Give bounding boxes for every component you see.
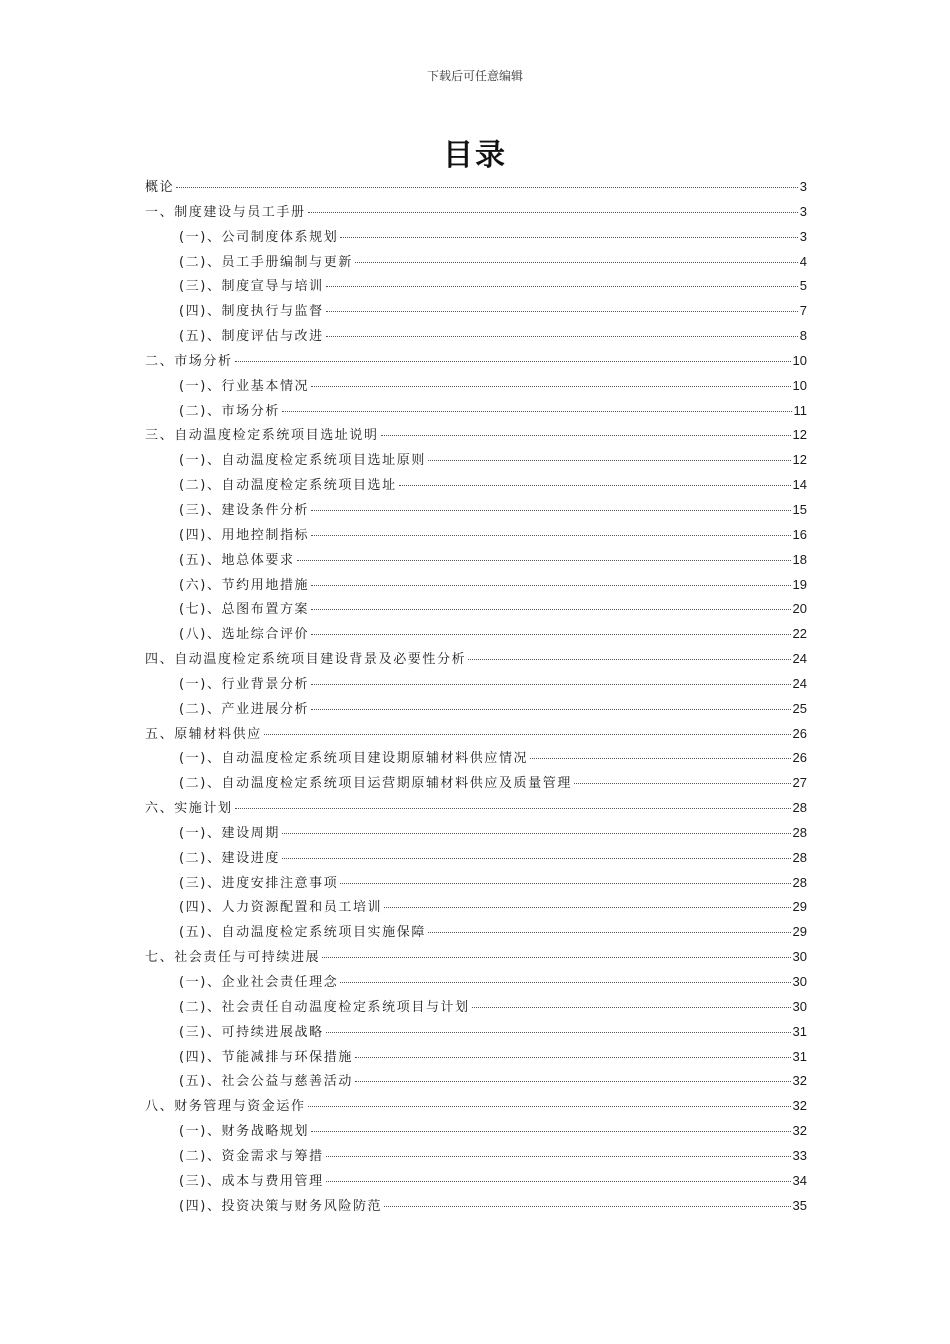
toc-entry-label: 六、实施计划 xyxy=(145,801,233,817)
toc-entry[interactable] xyxy=(145,374,807,399)
toc-entry-label: (二)、建设进度 xyxy=(179,850,280,866)
toc-entry-label: (二)、资金需求与筹措 xyxy=(179,1148,324,1164)
toc-entry-page-number: 3 xyxy=(799,179,807,194)
toc-entry-label: (四)、人力资源配置和员工培训 xyxy=(179,900,383,916)
toc-entry-label: (五)、制度评估与改进 xyxy=(179,329,324,345)
toc-leader-dots xyxy=(381,425,791,436)
toc-entry[interactable] xyxy=(145,200,807,225)
toc-entry[interactable] xyxy=(145,225,807,250)
toc-entry[interactable] xyxy=(145,597,807,622)
toc-entry-page-number: 32 xyxy=(792,1073,807,1089)
toc-entry-label: 概论 xyxy=(145,180,175,195)
toc-entry[interactable] xyxy=(145,672,807,697)
toc-entry-page-number: 8 xyxy=(799,328,807,344)
toc-entry[interactable] xyxy=(145,399,807,424)
toc-entry[interactable] xyxy=(145,1069,807,1094)
toc-entry[interactable] xyxy=(145,920,807,945)
toc-entry-page-number: 4 xyxy=(799,253,807,269)
toc-entry[interactable] xyxy=(145,970,807,995)
toc-entry[interactable] xyxy=(145,622,807,647)
toc-entry[interactable] xyxy=(145,1045,807,1070)
toc-entry-label: (八)、选址综合评价 xyxy=(179,627,310,643)
toc-leader-dots xyxy=(311,699,790,710)
toc-leader-dots xyxy=(297,550,791,561)
toc-entry[interactable] xyxy=(145,423,807,448)
toc-entry-page-number: 28 xyxy=(792,874,807,890)
toc-entry-label: (三)、成本与费用管理 xyxy=(179,1173,324,1189)
toc-entry-label: (二)、产业进展分析 xyxy=(179,701,310,717)
toc-entry[interactable] xyxy=(145,175,807,200)
toc-leader-dots xyxy=(322,947,790,958)
toc-leader-dots xyxy=(326,276,798,287)
toc-entry[interactable] xyxy=(145,1020,807,1045)
toc-entry-page-number: 5 xyxy=(799,278,807,294)
page-title: 目录 xyxy=(443,138,507,173)
toc-entry-label: (一)、自动温度检定系统项目建设期原辅材料供应情况 xyxy=(179,751,529,767)
toc-entry-label: (五)、地总体要求 xyxy=(179,552,295,568)
toc-entry[interactable] xyxy=(145,299,807,324)
toc-entry[interactable] xyxy=(145,796,807,821)
toc-leader-dots xyxy=(326,1022,791,1033)
toc-entry-label: 五、原辅材料供应 xyxy=(145,726,262,742)
toc-entry-page-number: 30 xyxy=(792,949,807,965)
toc-entry-label: (一)、企业社会责任理念 xyxy=(179,975,339,990)
toc-entry-label: (一)、行业基本情况 xyxy=(179,378,310,394)
toc-leader-dots xyxy=(326,301,798,312)
toc-entry-label: (二)、员工手册编制与更新 xyxy=(179,254,353,270)
toc-entry-label: (七)、总图布置方案 xyxy=(179,602,310,618)
toc-leader-dots xyxy=(428,450,791,461)
toc-leader-dots xyxy=(468,649,790,660)
toc-entry-label: (四)、制度执行与监督 xyxy=(179,304,324,320)
header-note: 下载后可任意编辑 xyxy=(426,69,523,83)
toc-entry[interactable] xyxy=(145,250,807,275)
toc-entry-page-number: 26 xyxy=(792,750,807,766)
toc-entry-label: (二)、社会责任自动温度检定系统项目与计划 xyxy=(179,999,470,1015)
toc-leader-dots xyxy=(176,177,798,188)
toc-entry-page-number: 27 xyxy=(792,775,807,791)
toc-entry-page-number: 30 xyxy=(792,998,807,1014)
toc-leader-dots xyxy=(384,1196,790,1207)
toc-leader-dots xyxy=(428,922,791,933)
toc-entry[interactable] xyxy=(145,1144,807,1169)
toc-entry-label: 四、自动温度检定系统项目建设背景及必要性分析 xyxy=(145,652,467,668)
toc-entry[interactable] xyxy=(145,722,807,747)
toc-entry[interactable] xyxy=(145,448,807,473)
toc-entry-label: (三)、进度安排注意事项 xyxy=(179,875,339,891)
toc-entry[interactable] xyxy=(145,1169,807,1194)
toc-entry[interactable] xyxy=(145,895,807,920)
toc-entry[interactable] xyxy=(145,523,807,548)
table-of-contents xyxy=(145,175,807,1218)
toc-entry-label: 一、制度建设与员工手册 xyxy=(145,204,306,220)
toc-leader-dots xyxy=(311,525,790,536)
toc-entry-label: (四)、节能减排与环保措施 xyxy=(179,1049,353,1065)
toc-leader-dots xyxy=(574,773,791,784)
toc-entry-label: (五)、自动温度检定系统项目实施保障 xyxy=(179,925,426,941)
toc-entry-page-number: 32 xyxy=(792,1098,807,1114)
toc-entry-page-number: 25 xyxy=(792,700,807,716)
toc-entry-page-number: 26 xyxy=(792,725,807,741)
toc-entry[interactable] xyxy=(145,573,807,598)
toc-entry[interactable] xyxy=(145,473,807,498)
toc-entry[interactable] xyxy=(145,274,807,299)
toc-entry[interactable] xyxy=(145,871,807,896)
toc-leader-dots xyxy=(282,823,791,834)
toc-leader-dots xyxy=(340,227,797,238)
toc-leader-dots xyxy=(311,575,790,586)
toc-entry-label: (三)、可持续进展战略 xyxy=(179,1024,324,1040)
toc-leader-dots xyxy=(399,475,791,486)
toc-entry-page-number: 28 xyxy=(792,849,807,865)
toc-entry[interactable] xyxy=(145,548,807,573)
toc-entry-label: (一)、行业背景分析 xyxy=(179,676,310,692)
toc-leader-dots xyxy=(311,674,790,685)
toc-entry-label: (三)、建设条件分析 xyxy=(179,502,310,518)
toc-entry-label: (二)、市场分析 xyxy=(179,403,280,419)
toc-entry-label: 七、社会责任与可持续进展 xyxy=(145,950,321,966)
toc-leader-dots xyxy=(282,848,791,859)
toc-leader-dots xyxy=(355,252,798,263)
toc-entry-page-number: 31 xyxy=(792,1048,807,1064)
toc-leader-dots xyxy=(530,748,790,759)
toc-entry[interactable] xyxy=(145,498,807,523)
toc-entry-page-number: 30 xyxy=(792,974,807,989)
toc-entry-label: (一)、建设周期 xyxy=(179,825,280,841)
toc-entry[interactable] xyxy=(145,1194,807,1219)
toc-entry-label: (一)、自动温度检定系统项目选址原则 xyxy=(179,453,426,469)
toc-entry-label: 三、自动温度检定系统项目选址说明 xyxy=(145,428,379,444)
toc-entry-page-number: 24 xyxy=(792,675,807,691)
toc-entry[interactable] xyxy=(145,697,807,722)
toc-entry[interactable] xyxy=(145,746,807,771)
toc-leader-dots xyxy=(311,376,790,387)
toc-entry-label: (六)、节约用地措施 xyxy=(179,577,310,593)
toc-entry-label: (二)、自动温度检定系统项目选址 xyxy=(179,478,397,494)
toc-entry-page-number: 16 xyxy=(792,526,807,542)
toc-entry-page-number: 10 xyxy=(792,377,807,393)
toc-leader-dots xyxy=(308,202,798,213)
toc-leader-dots xyxy=(264,724,791,735)
toc-entry-page-number: 19 xyxy=(792,576,807,592)
toc-leader-dots xyxy=(384,897,790,908)
toc-entry-page-number: 29 xyxy=(792,924,807,940)
toc-entry-page-number: 12 xyxy=(792,452,807,468)
toc-entry-label: (四)、用地控制指标 xyxy=(179,527,310,543)
toc-leader-dots xyxy=(311,1121,790,1132)
toc-leader-dots xyxy=(355,1047,791,1058)
toc-entry-page-number: 22 xyxy=(792,626,807,642)
toc-entry[interactable] xyxy=(145,771,807,796)
toc-entry-page-number: 18 xyxy=(792,551,807,567)
toc-entry-label: (二)、自动温度检定系统项目运营期原辅材料供应及质量管理 xyxy=(179,776,572,792)
toc-entry-label: (一)、财务战略规划 xyxy=(179,1124,310,1140)
toc-leader-dots xyxy=(326,1146,791,1157)
toc-entry[interactable] xyxy=(145,846,807,871)
toc-entry-page-number: 35 xyxy=(792,1197,807,1213)
toc-entry[interactable] xyxy=(145,349,807,374)
toc-entry-page-number: 12 xyxy=(792,427,807,443)
toc-entry-label: 八、财务管理与资金运作 xyxy=(145,1099,306,1115)
toc-entry-label: 二、市场分析 xyxy=(145,353,233,369)
toc-entry[interactable] xyxy=(145,324,807,349)
toc-entry-page-number: 10 xyxy=(792,352,807,368)
toc-entry-label: (五)、社会公益与慈善活动 xyxy=(179,1074,353,1090)
toc-leader-dots xyxy=(340,873,790,884)
toc-entry-page-number: 3 xyxy=(799,228,807,244)
toc-entry-page-number: 11 xyxy=(793,402,807,418)
toc-entry[interactable] xyxy=(145,1119,807,1144)
toc-entry-page-number: 28 xyxy=(792,800,807,816)
toc-entry-label: (一)、公司制度体系规划 xyxy=(179,229,339,245)
toc-entry[interactable] xyxy=(145,945,807,970)
toc-leader-dots xyxy=(308,1096,791,1107)
toc-entry[interactable] xyxy=(145,1094,807,1119)
toc-entry-page-number: 15 xyxy=(792,501,807,517)
toc-entry-page-number: 34 xyxy=(792,1172,807,1188)
toc-entry[interactable] xyxy=(145,821,807,846)
toc-entry-page-number: 32 xyxy=(792,1123,807,1139)
toc-entry-page-number: 14 xyxy=(792,477,807,493)
toc-entry-label: (四)、投资决策与财务风险防范 xyxy=(179,1198,383,1214)
toc-entry-page-number: 24 xyxy=(792,651,807,667)
toc-entry[interactable] xyxy=(145,647,807,672)
toc-leader-dots xyxy=(311,500,790,511)
toc-entry-page-number: 28 xyxy=(792,824,807,840)
toc-leader-dots xyxy=(311,624,790,635)
toc-entry-page-number: 7 xyxy=(799,303,807,319)
toc-leader-dots xyxy=(326,1171,791,1182)
toc-leader-dots xyxy=(235,351,791,362)
toc-leader-dots xyxy=(340,972,790,983)
toc-leader-dots xyxy=(472,997,791,1008)
toc-entry-page-number: 3 xyxy=(799,203,807,219)
toc-leader-dots xyxy=(282,401,792,412)
toc-entry[interactable] xyxy=(145,995,807,1020)
toc-entry-page-number: 29 xyxy=(792,899,807,915)
toc-entry-page-number: 31 xyxy=(792,1023,807,1039)
toc-entry-page-number: 33 xyxy=(792,1147,807,1163)
toc-leader-dots xyxy=(326,326,798,337)
toc-entry-label: (三)、制度宣导与培训 xyxy=(179,279,324,295)
toc-entry-page-number: 20 xyxy=(792,601,807,617)
toc-leader-dots xyxy=(355,1071,791,1082)
toc-leader-dots xyxy=(235,798,791,809)
toc-leader-dots xyxy=(311,599,790,610)
